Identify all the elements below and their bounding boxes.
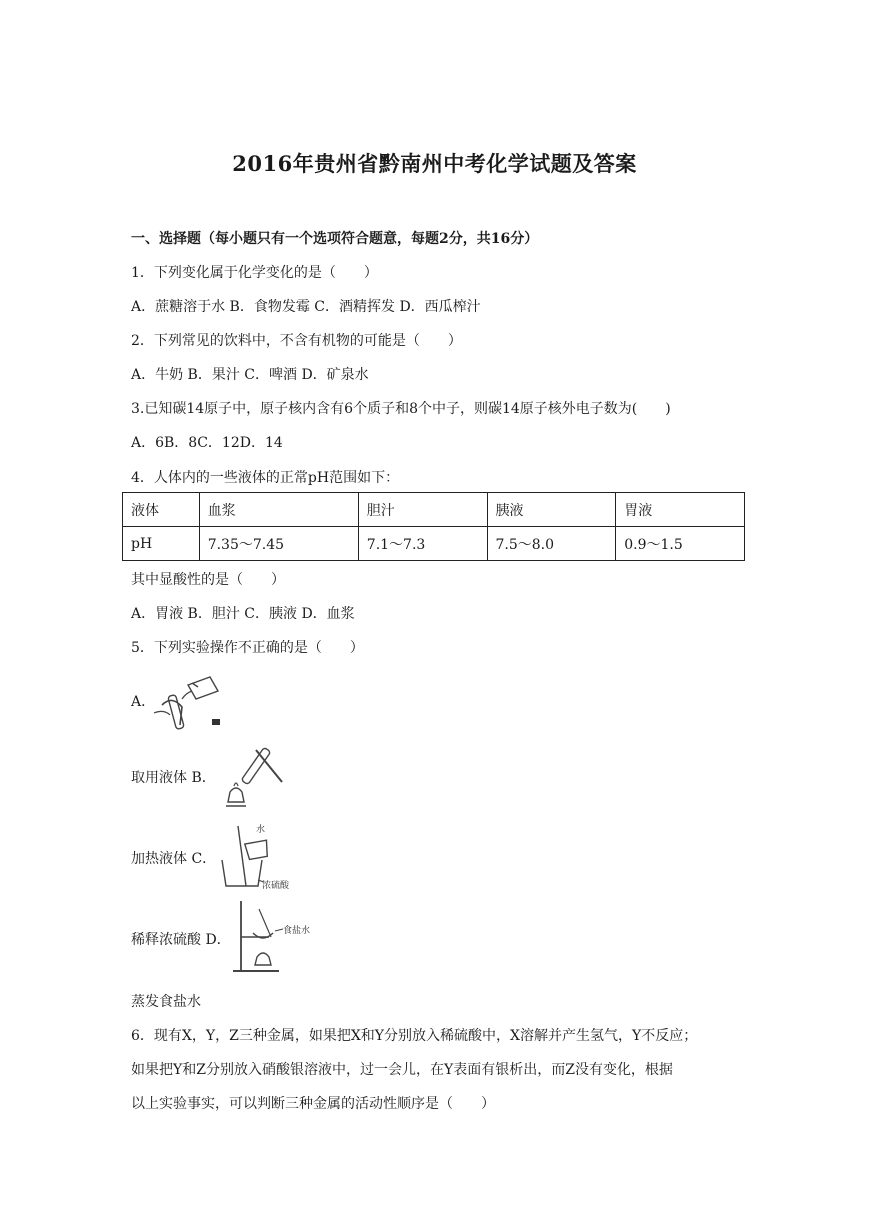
table-row: [123, 493, 745, 527]
table-row: [123, 527, 745, 561]
question-4-options: A．胃液 B．胆汁 C．胰液 D．血浆: [131, 606, 355, 622]
page-title: 2016年贵州省黔南州中考化学试题及答案: [232, 151, 637, 176]
heat-liquid-figure: [216, 742, 288, 814]
table-cell: 液体: [123, 493, 200, 527]
table-cell: 胆汁: [358, 493, 487, 527]
option-c-label: 加热液体 C．: [131, 851, 217, 867]
option-a-label: A．: [131, 694, 156, 710]
option-b-label: 取用液体 B．: [131, 770, 216, 786]
water-label: 水: [256, 825, 266, 835]
table-cell: 7.35～7.45: [199, 527, 358, 561]
question-6-line-1: 6．现有X，Y，Z三种金属，如果把X和Y分别放入稀硫酸中，X溶解并产生氢气，Y不反应；: [131, 1028, 698, 1044]
table-cell: pH: [123, 527, 200, 561]
ph-table: [122, 492, 745, 561]
question-3-stem: 3.已知碳14原子中，原子核内含有6个质子和8个中子，则碳14原子核外电子数为( ): [131, 401, 671, 417]
table-cell: 7.5～8.0: [487, 527, 616, 561]
question-1-stem: 1．下列变化属于化学变化的是（ ）: [131, 265, 378, 281]
dilute-acid-figure: [216, 820, 296, 896]
question-2-stem: 2．下列常见的饮料中，不含有机物的可能是（ ）: [131, 333, 462, 349]
table-cell: 胃液: [616, 493, 745, 527]
question-2-options: A．牛奶 B．果汁 C．啤酒 D．矿泉水: [131, 367, 369, 383]
question-6-line-2: 如果把Y和Z分别放入硝酸银溶液中，过一会儿，在Y表面有银析出，而Z没有变化，根据: [131, 1062, 673, 1078]
question-4-stem: 4．人体内的一些液体的正常pH范围如下：: [131, 470, 400, 486]
question-6-line-3: 以上实验事实，可以判断三种金属的活动性顺序是（ ）: [131, 1096, 495, 1112]
evaporate-salt-water-figure: [229, 897, 313, 977]
question-4-after: 其中显酸性的是（ ）: [131, 572, 285, 588]
question-1-options: A．蔗糖溶于水 B．食物发霉 C．酒精挥发 D．西瓜榨汁: [131, 299, 481, 315]
salt-water-label: 食盐水: [283, 926, 311, 936]
option-d-label: 稀释浓硫酸 D．: [131, 932, 231, 948]
question-3-options: A．6B．8C．12D．14: [131, 435, 283, 451]
pour-liquid-figure: [152, 665, 232, 735]
section-heading: 一、选择题（每小题只有一个选项符合题意，每题2分，共16分）: [131, 231, 539, 247]
option-d-caption: 蒸发食盐水: [131, 994, 201, 1010]
question-5-stem: 5．下列实验操作不正确的是（ ）: [131, 640, 364, 656]
table-cell: 血浆: [199, 493, 358, 527]
table-cell: 0.9～1.5: [616, 527, 745, 561]
table-cell: 胰液: [487, 493, 616, 527]
acid-label: 浓硫酸: [262, 881, 290, 891]
table-cell: 7.1～7.3: [358, 527, 487, 561]
